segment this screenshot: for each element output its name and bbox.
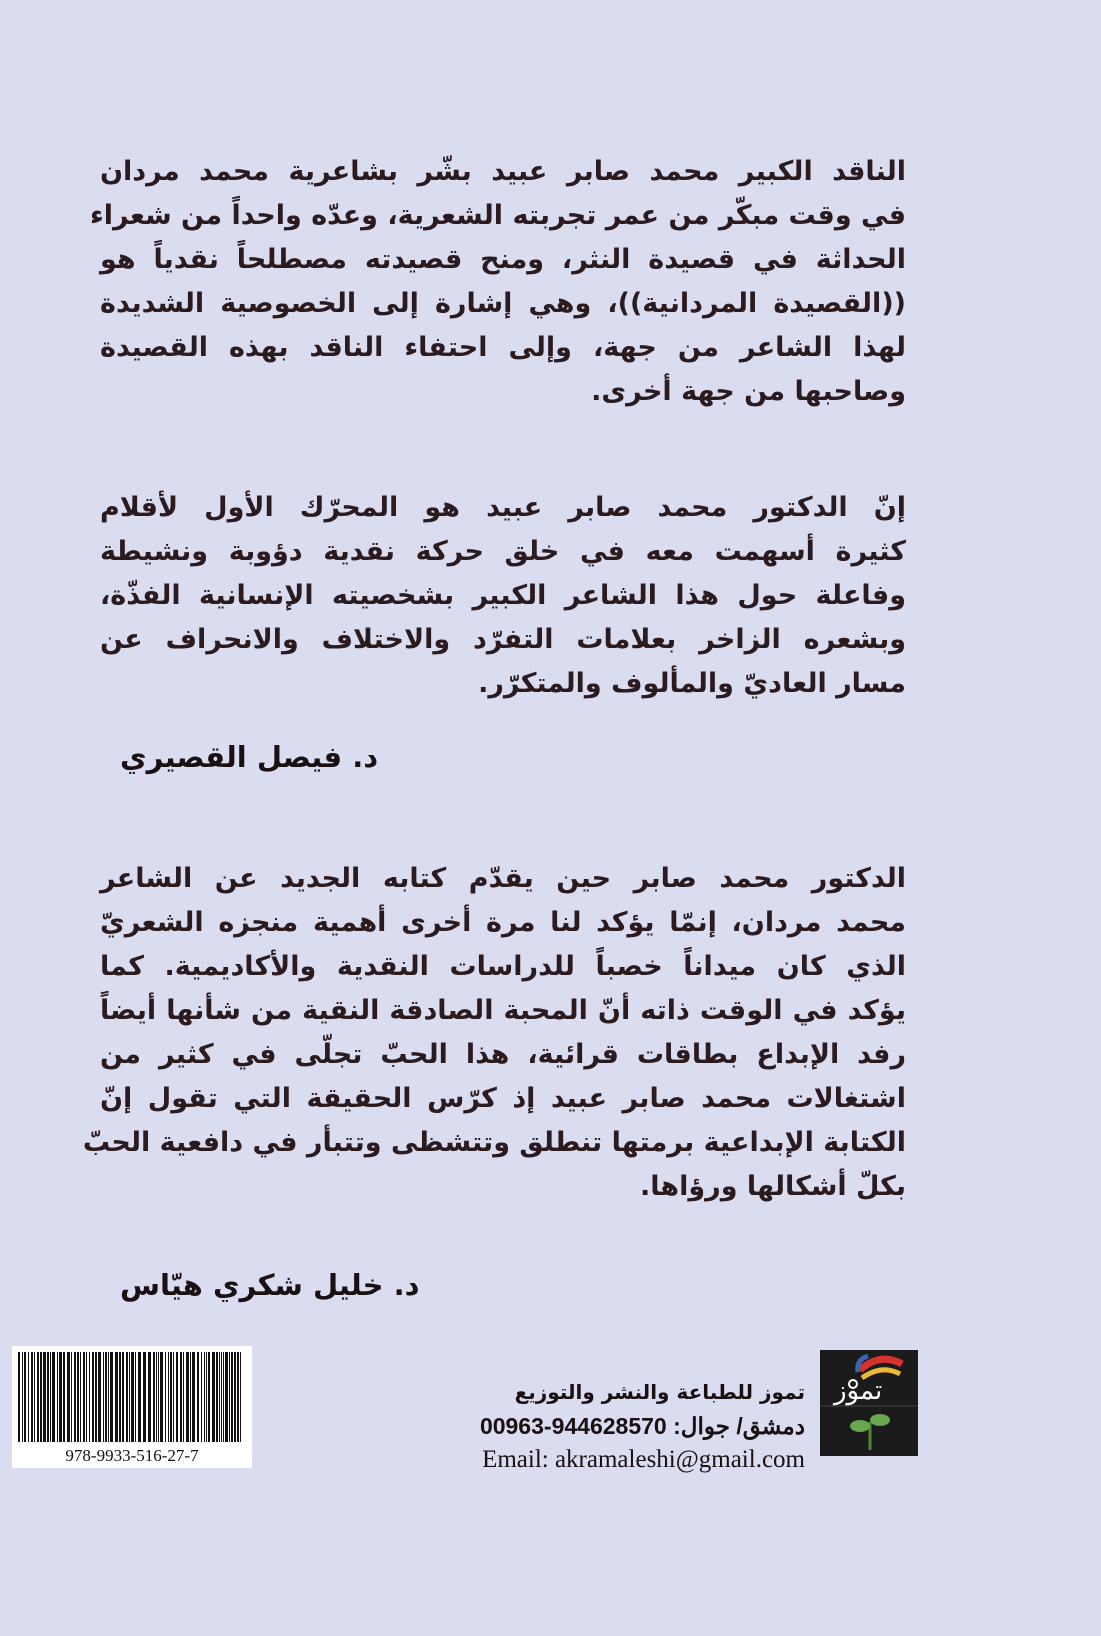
barcode-bar [229,1352,230,1442]
barcode-bar [173,1352,174,1442]
barcode-bar [165,1352,166,1442]
blurb-paragraph-1 [90,150,906,414]
text-line: وصاحبها من جهة أخرى. [591,376,906,407]
barcode-bar [77,1352,79,1442]
barcode-bar [74,1352,76,1442]
barcode-bar [237,1352,239,1442]
blurb-paragraph-3 [82,857,906,1209]
barcode-bar [234,1352,236,1442]
text-line: لهذا الشاعر من جهة، وإلى احتفاء الناقد بهذه القصيدة [100,332,906,363]
barcode-bar [98,1352,101,1442]
text-line: إنّ الدكتور محمد صابر عبيد هو المحرّك الأول لأقلام [100,492,906,523]
barcode-bar [71,1352,72,1442]
barcode-bar [52,1352,55,1442]
barcode-bar [119,1352,121,1442]
text-line: الحداثة في قصيدة النثر، ومنح قصيدته مصطلحاً نقدياً هو [100,244,906,275]
barcode-bar [225,1352,228,1442]
barcode-bar [212,1352,215,1442]
text-line: الذي كان ميداناً خصباً للدراسات النقدية والأكاديمية. كما [100,951,906,982]
barcode-bar [105,1352,107,1442]
barcode-bar [22,1352,23,1442]
barcode-bar [50,1352,51,1442]
text-line: الكتابة الإبداعية برمتها تنطلق وتتشظى وتتبأر في دافعية الحبّ [82,1127,906,1158]
barcode-bar [240,1352,241,1442]
text-line: كثيرة أسهمت معه في خلق حركة نقدية دؤوبة ونشيطة [100,536,906,567]
barcode-bar [156,1352,157,1442]
barcode-bar [204,1352,205,1442]
barcode-bar [219,1352,220,1442]
barcode-bar [197,1352,199,1442]
barcode-bar [18,1352,20,1442]
barcode-bar [216,1352,218,1442]
barcode-bar [37,1352,39,1442]
barcode-bar [138,1352,141,1442]
isbn-number: 978-9933-516-27-7 [65,1446,199,1465]
blurb-paragraph-2 [100,486,906,706]
barcode-bar [168,1352,169,1442]
barcode-bar [92,1352,94,1442]
barcode-bar [183,1352,184,1442]
text-line: وبشعره الزاخر بعلامات التفرّد والاختلاف والانحراف عن [100,624,906,655]
barcode-bar [63,1352,65,1442]
barcode-bar [135,1352,136,1442]
barcode-bar [180,1352,182,1442]
barcode-bar [31,1352,33,1442]
barcode-bar [231,1352,233,1442]
barcode-bar [221,1352,222,1442]
barcode-bar [43,1352,46,1442]
text-line: اشتغالات محمد صابر عبيد إذ كرّس الحقيقة التي تقول إنّ [100,1083,906,1114]
barcode-bar [67,1352,70,1442]
signature-khalil: د. خليل شكري هيّاس [120,1268,420,1302]
barcode-bar [122,1352,124,1442]
barcode-bar [148,1352,151,1442]
publisher-email: Email: akramaleshi@gmail.com [482,1446,805,1473]
barcode-bar [40,1352,42,1442]
logo-text: تموز [834,1376,883,1406]
barcode-bar [83,1352,85,1442]
barcode-bar [57,1352,58,1442]
barcode-bar [59,1352,62,1442]
barcode-bars [18,1352,246,1442]
text-line: الناقد الكبير محمد صابر عبيد بشّر بشاعرية محمد مردان [100,156,906,187]
barcode-bar [223,1352,224,1442]
text-line: ((القصيدة المردانية))، وهي إشارة إلى الخصوصية الشديدة [100,288,906,319]
barcode-bar [143,1352,146,1442]
signature-faisal: د. فيصل القصيري [120,740,379,774]
barcode-bar [47,1352,49,1442]
barcode-bar [208,1352,210,1442]
barcode-bar [153,1352,155,1442]
isbn-barcode [12,1346,252,1468]
barcode-bar [160,1352,163,1442]
barcode-bar [126,1352,128,1442]
barcode-bar [86,1352,87,1442]
barcode-bar [110,1352,113,1442]
text-line: وفاعلة حول هذا الشاعر الكبير بشخصيته الإنسانية الفذّة، [100,580,906,611]
barcode-bar [80,1352,81,1442]
publisher-name: تموز للطباعة والنشر والتوزيع [514,1380,805,1404]
text-line: في وقت مبكّر من عمر تجربته الشعرية، وعدّه واحداً من شعراء [90,200,906,231]
barcode-bar [28,1352,29,1442]
barcode-bar [192,1352,195,1442]
barcode-bar [131,1352,134,1442]
publisher-logo [820,1350,918,1456]
barcode-bar [170,1352,172,1442]
barcode-bar [201,1352,202,1442]
text-line: مسار العاديّ والمألوف والمتكرّر. [478,668,906,699]
barcode-bar [24,1352,26,1442]
barcode-bar [206,1352,207,1442]
barcode-bar [186,1352,189,1442]
publisher-phone: دمشق/ جوال: 944628570-00963 [479,1413,805,1439]
text-line: يؤكد في الوقت ذاته أنّ المحبة الصادقة النقية من شأنها أيضاً [100,995,906,1026]
barcode-bar [108,1352,109,1442]
barcode-bar [95,1352,97,1442]
barcode-bar [176,1352,178,1442]
text-line: بكلّ أشكالها ورؤاها. [640,1171,906,1202]
barcode-bar [115,1352,118,1442]
barcode-bar [89,1352,90,1442]
barcode-bar [34,1352,35,1442]
barcode-bar [190,1352,191,1442]
barcode-bar [103,1352,104,1442]
text-line: الدكتور محمد صابر حين يقدّم كتابه الجديد عن الشاعر [100,863,906,894]
text-line: محمد مردان، إنمّا يؤكد لنا مرة أخرى أهمية منجزه الشعريّ [100,907,906,938]
barcode-bar [129,1352,130,1442]
text-line: رفد الإبداع بطاقات قرائية، هذا الحبّ تجلّى في كثير من [100,1039,906,1070]
barcode-bar [158,1352,159,1442]
